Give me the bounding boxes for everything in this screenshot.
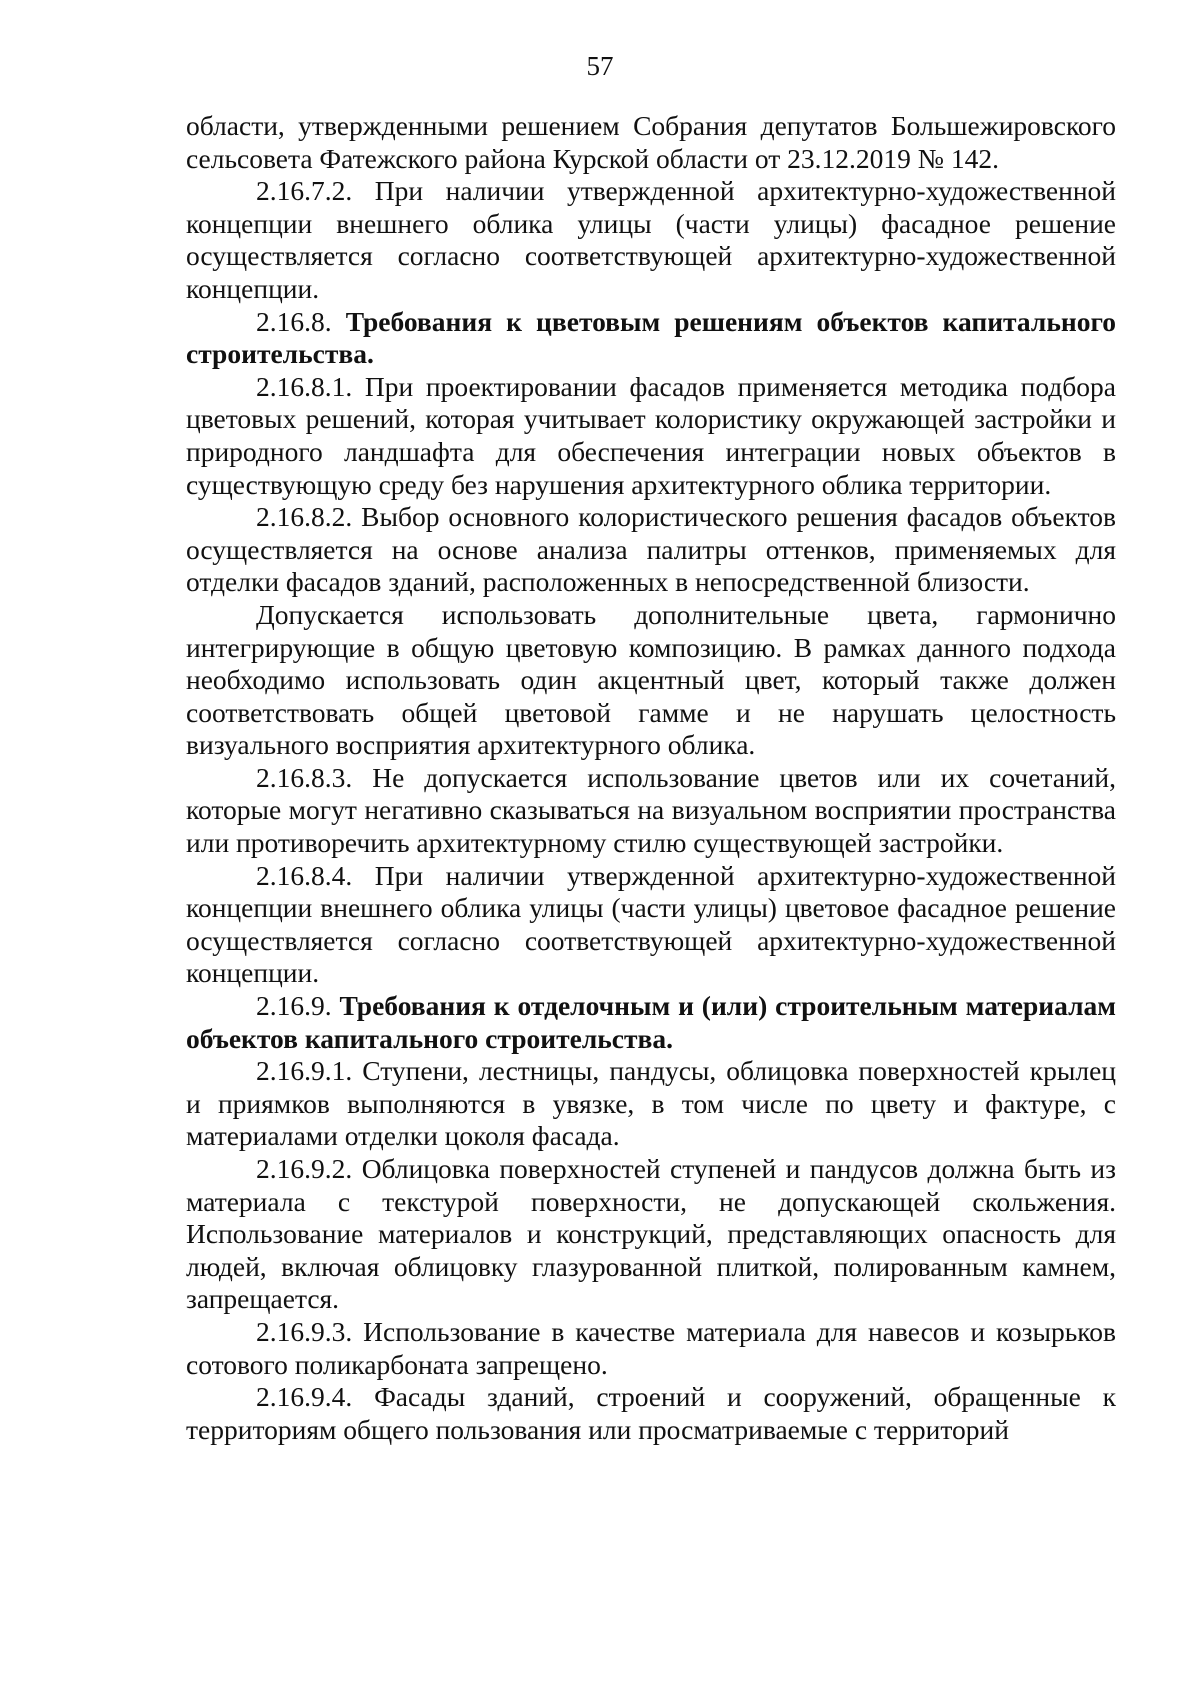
section-heading-text: Требования к отделочным и (или) строительным материалам объектов капитального строительства. [186,990,1116,1054]
paragraph-text: Не допускается использование цветов или их сочетаний, которые могут негативно сказываться на визуальном восприятии пространства или противоречить архитектурному стилю существующей застройки. [186,761,1116,859]
paragraph-continuation [186,110,1116,175]
clause-number: 2.16.8. [256,305,332,337]
section-heading-text: Требования к цветовым решениям объектов капитального строительства. [186,305,1117,370]
paragraph-text: области, утвержденными решением Собрания депутатов Большежировского сельсовета Фатежского района Курской области от 23.12.2019 № 142. [186,110,1116,174]
paragraph-2-16-8-4 [186,860,1116,990]
paragraph-2-16-7-2 [186,175,1116,305]
clause-number: 2.16.8.4. [256,859,353,891]
paragraph-text: При наличии утвержденной архитектурно-художественной концепции внешнего облика улицы (части улицы) фасадное решение осуществляется согласно соответствующей архитектурно-художественной концепции. [186,175,1117,304]
paragraph-text: Фасады зданий, строений и сооружений, обращенные к территориям общего пользования или просматриваемые с территорий [186,1381,1116,1445]
section-heading-2-16-9 [186,990,1116,1055]
paragraph-2-16-8-3 [186,762,1116,860]
paragraph-text: Допускается использовать дополнительные цвета, гармонично интегрирующие в общую цветовую композицию. В рамках данного подхода необходимо использовать один акцентный цвет, который также должен соответствовать общей цветовой гамме и не нарушать целостность визуального восприятия архитектурного облика. [186,598,1116,761]
paragraph-text: Использование в качестве материала для навесов и козырьков сотового поликарбоната запрещено. [186,1315,1117,1380]
clause-number: 2.16.7.2. [256,175,353,207]
paragraph-2-16-8-2 [186,501,1116,599]
clause-number: 2.16.8.2. [256,501,353,533]
paragraph-text: Выбор основного колористического решения фасадов объектов осуществляется на основе анализа палитры оттенков, применяемых для отделки фасадов зданий, расположенных в непосредственной близости. [186,501,1116,598]
page-number: 57 [586,51,614,81]
paragraph-text: Ступени, лестницы, пандусы, облицовка поверхностей крылец и приямков выполняются в увязке, в том числе по цвету и фактуре, с материалами отделки цоколя фасада. [186,1055,1116,1152]
paragraph-2-16-9-4 [186,1381,1116,1446]
paragraph-unnumbered [186,599,1116,762]
document-body [186,110,1116,1446]
paragraph-2-16-9-3 [186,1316,1116,1381]
paragraph-text: При наличии утвержденной архитектурно-художественной концепции внешнего облика улицы (части улицы) цветовое фасадное решение осуществляется согласно соответствующей архитектурно-художественной концепции. [186,859,1117,989]
paragraph-2-16-9-2 [186,1153,1116,1316]
paragraph-text: При проектировании фасадов применяется методика подбора цветовых решений, которая учитывает колористику окружающей застройки и природного ландшафта для обеспечения интеграции новых объектов в существующую среду без нарушения архитектурного облика территории. [186,370,1116,500]
clause-number: 2.16.9.4. [256,1381,353,1413]
clause-number: 2.16.9.2. [256,1153,353,1184]
clause-number: 2.16.9. [256,990,332,1022]
clause-number: 2.16.9.3. [256,1315,353,1347]
paragraph-2-16-8-1 [186,371,1116,501]
clause-number: 2.16.9.1. [256,1055,353,1087]
paragraph-text: Облицовка поверхностей ступеней и пандусов должна быть из материала с текстурой поверхности, не допускающей скольжения. Использование материалов и конструкций, представляющих опасность для людей, включая облицовку глазурованной плиткой, полированным камнем, запрещается. [186,1153,1117,1315]
clause-number: 2.16.8.1. [256,370,353,402]
paragraph-2-16-9-1 [186,1055,1116,1153]
clause-number: 2.16.8.3. [256,761,353,793]
section-heading-2-16-8 [186,306,1116,371]
